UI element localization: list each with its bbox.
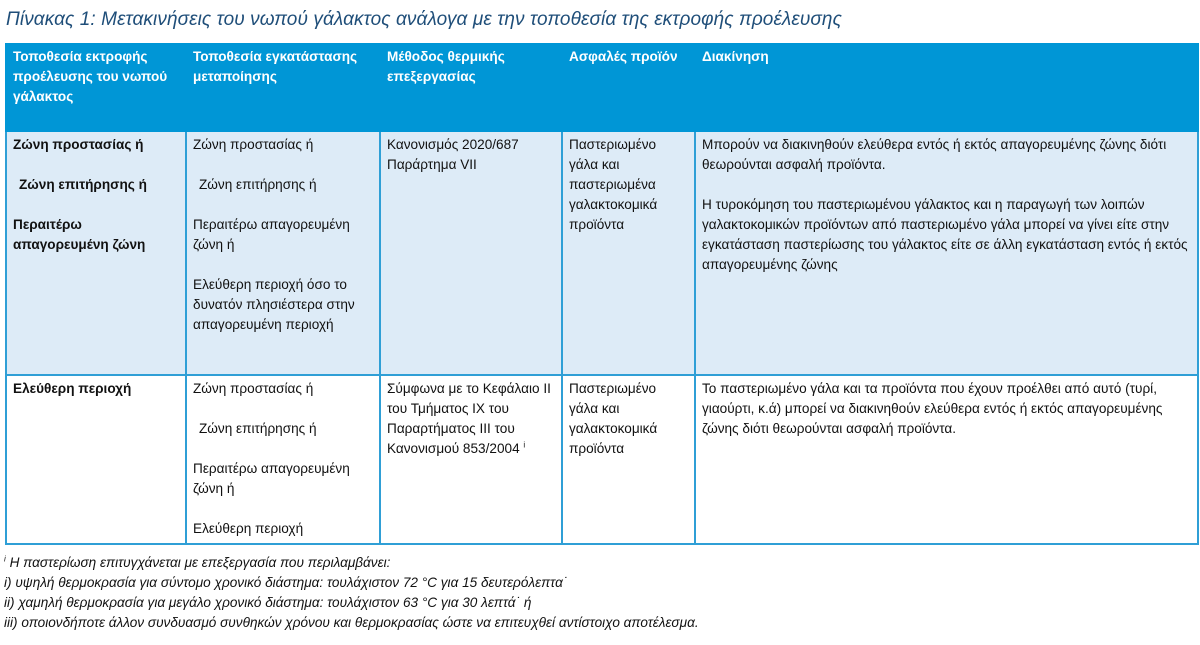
movement-paragraph: Το παστεριωμένο γάλα και τα προϊόντα που έχουν προέλθει από αυτό (τυρί, γιαούρτι, κ.ά) μπορεί να διακινηθούν ελεύθερα εντός ή εκτός απαγορευμένης ζώνης διότι θεωρούνται ασφαλή προϊόντα. <box>702 381 1163 436</box>
cell-safe-product <box>562 375 695 544</box>
cell-movement <box>695 375 1198 544</box>
facility-zone-item: Ελεύθερη περιοχή <box>193 521 304 536</box>
origin-zone-item: Ζώνη προστασίας ή <box>13 137 144 152</box>
facility-zone-item: Ζώνη επιτήρησης ή <box>199 421 317 436</box>
footnote-mark: i <box>4 554 6 564</box>
facility-zone-item: Ζώνη προστασίας ή <box>193 381 314 396</box>
table-row <box>6 131 1198 375</box>
cell-processing-facility <box>186 375 380 544</box>
header-origin-location: Τοποθεσία εκτροφής προέλευσης του νωπού γάλακτος <box>6 44 186 131</box>
facility-zone-item: Ελεύθερη περιοχή όσο το δυνατόν πλησιέστερα στην απαγορευμένη περιοχή <box>193 277 355 332</box>
header-safe-product: Ασφαλές προϊόν <box>562 44 695 131</box>
footnote <box>4 553 699 633</box>
footnote-intro <box>4 553 699 573</box>
cell-origin-location <box>6 375 186 544</box>
method-text: Σύμφωνα με το Κεφάλαιο ΙΙ του Τμήματος ΙΧ του Παραρτήματος ΙΙΙ του Κανονισμού 853/2004 <box>387 381 551 456</box>
facility-zone-item: Ζώνη προστασίας ή <box>193 137 314 152</box>
footnote-intro-text: Η παστερίωση επιτυγχάνεται με επεξεργασία που περιλαμβάνει: <box>9 555 391 570</box>
table-row <box>6 375 1198 544</box>
footnote-reference[interactable]: i <box>523 440 526 450</box>
footnote-item: i) υψηλή θερμοκρασία για σύντομο χρονικό διάστημα: τουλάχιστον 72 °C για 15 δευτερόλεπτα˙ <box>4 575 568 590</box>
origin-zone-item: Ζώνη επιτήρησης ή <box>19 177 147 192</box>
facility-zone-item: Περαιτέρω απαγορευμένη ζώνη ή <box>193 461 350 496</box>
cell-safe-product <box>562 131 695 375</box>
safe-product-text: Παστεριωμένο γάλα και γαλακτοκομικά προϊόντα <box>569 381 658 456</box>
origin-zone-item: Ελεύθερη περιοχή <box>13 381 132 396</box>
method-line: Παράρτημα VII <box>387 157 477 172</box>
movement-paragraph: Μπορούν να διακινηθούν ελεύθερα εντός ή εκτός απαγορευμένης ζώνης διότι θεωρούνται ασφαλή προϊόντα. <box>702 137 1167 172</box>
header-processing-facility: Τοποθεσία εγκατάστασης μεταποίησης <box>186 44 380 131</box>
milk-movement-table <box>5 43 1199 545</box>
table-header-row <box>6 44 1198 131</box>
footnote-item: ii) χαμηλή θερμοκρασία για μεγάλο χρονικό διάστημα: τουλάχιστον 63 °C για 30 λεπτά˙ ή <box>4 595 532 610</box>
cell-origin-location <box>6 131 186 375</box>
method-line <box>387 379 555 459</box>
table-caption: Πίνακας 1: Μετακινήσεις του νωπού γάλακτος ανάλογα με την τοποθεσία της εκτροφής προέλευσης <box>6 9 842 30</box>
movement-paragraph: Η τυροκόμηση του παστεριωμένου γάλακτος και η παραγωγή των λοιπών γαλακτοκομικών προϊόντων από παστεριωμένο γάλα μπορεί να γίνει είτε στην εγκατάσταση παστερίωσης του γάλακτος είτε σε άλλη εγκατάσταση εντός ή εκτός απαγορευμένης ζώνης <box>702 197 1188 272</box>
header-movement: Διακίνηση <box>695 44 1198 131</box>
cell-heat-treatment-method <box>380 131 562 375</box>
cell-movement <box>695 131 1198 375</box>
safe-product-text: Παστεριωμένο γάλα και παστεριωμένα γαλακτοκομικά προϊόντα <box>569 137 658 232</box>
origin-zone-item: Περαιτέρω απαγορευμένη ζώνη <box>13 217 146 252</box>
facility-zone-item: Ζώνη επιτήρησης ή <box>199 177 317 192</box>
header-heat-treatment-method: Μέθοδος θερμικής επεξεργασίας <box>380 44 562 131</box>
method-line: Κανονισμός 2020/687 <box>387 137 519 152</box>
footnote-item: iii) οποιονδήποτε άλλον συνδυασμό συνθηκών χρόνου και θερμοκρασίας ώστε να επιτευχθεί αντίστοιχο αποτέλεσμα. <box>4 615 699 630</box>
facility-zone-item: Περαιτέρω απαγορευμένη ζώνη ή <box>193 217 350 252</box>
cell-heat-treatment-method <box>380 375 562 544</box>
cell-processing-facility <box>186 131 380 375</box>
